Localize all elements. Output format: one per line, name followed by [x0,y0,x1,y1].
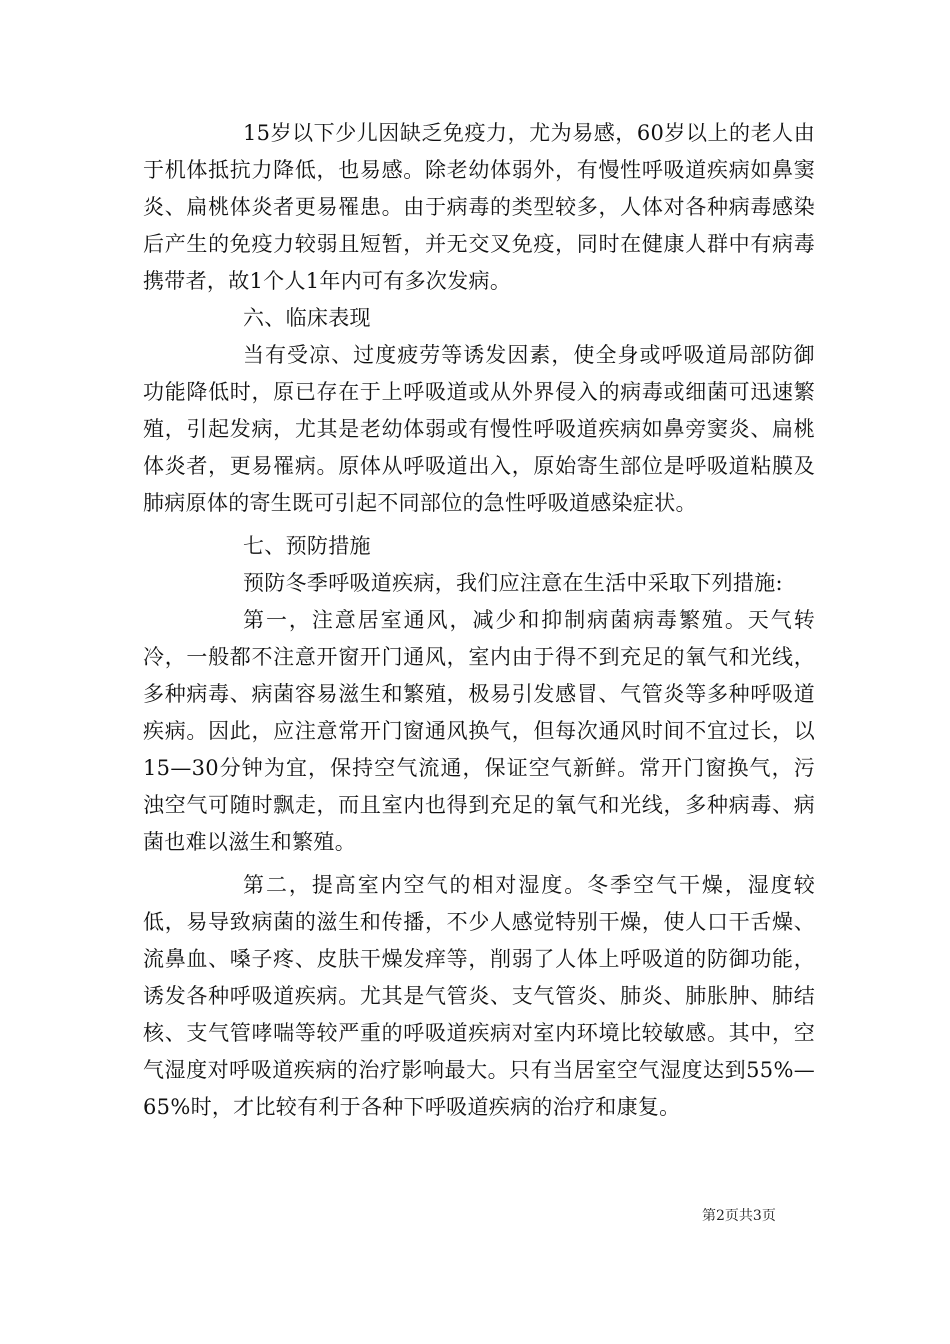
paragraph-susceptibility: 15岁以下少儿因缺乏免疫力，尤为易感，60岁以上的老人由于机体抵抗力降低，也易感。除老幼体弱外，有慢性呼吸道疾病如鼻窦炎、扁桃体炎者更易罹患。由于病毒的类型较多，人体对各种病毒感染后产生的免疫力较弱且短暂，并无交叉免疫，同时在健康人群中有病毒携带者，故1个人1年内可有多次发病。 [143,121,815,293]
paragraph-clinical: 当有受凉、过度疲劳等诱发因素，使全身或呼吸道局部防御功能降低时，原已存在于上呼吸道或从外界侵入的病毒或细菌可迅速繁殖，引起发病，尤其是老幼体弱或有慢性呼吸道疾病如鼻旁窦炎、扁桃体炎者，更易罹病。原体从呼吸道出入，原始寄生部位是呼吸道粘膜及肺病原体的寄生既可引起不同部位的急性呼吸道感染症状。 [143,343,815,515]
paragraph-humidity: 第二，提高室内空气的相对湿度。冬季空气干燥，湿度较低，易导致病菌的滋生和传播，不少人感觉特别干燥，使人口干舌燥、流鼻血、嗓子疼、皮肤干燥发痒等，削弱了人体上呼吸道的防御功能，诱发各种呼吸道疾病。尤其是气管炎、支气管炎、肺炎、肺胀肿、肺结核、支气管哮喘等较严重的呼吸道疾病对室内环境比较敏感。其中，空气湿度对呼吸道疾病的治疗影响最大。只有当居室空气湿度达到55%—65%时，才比较有利于各种下呼吸道疾病的治疗和康复。 [143,873,815,1119]
document-body [143,115,815,1126]
section-heading-clinical: 六、临床表现 [243,306,371,330]
paragraph-prevention-intro: 预防冬季呼吸道疾病，我们应注意在生活中采取下列措施: [243,571,783,595]
paragraph-ventilation: 第一，注意居室通风，减少和抑制病菌病毒繁殖。天气转冷，一般都不注意开窗开门通风，室内由于得不到充足的氧气和光线，多种病毒、病菌容易滋生和繁殖，极易引发感冒、气管炎等多种呼吸道疾病。因此，应注意常开门窗通风换气，但每次通风时间不宜过长，以15—30分钟为宜，保持空气流通，保证空气新鲜。常开门窗换气，污浊空气可随时飘走，而且室内也得到充足的氧气和光线，多种病毒、病菌也难以滋生和繁殖。 [143,608,815,854]
section-heading-prevention: 七、预防措施 [243,534,371,558]
page-number: 第2页共3页 [702,1208,776,1224]
